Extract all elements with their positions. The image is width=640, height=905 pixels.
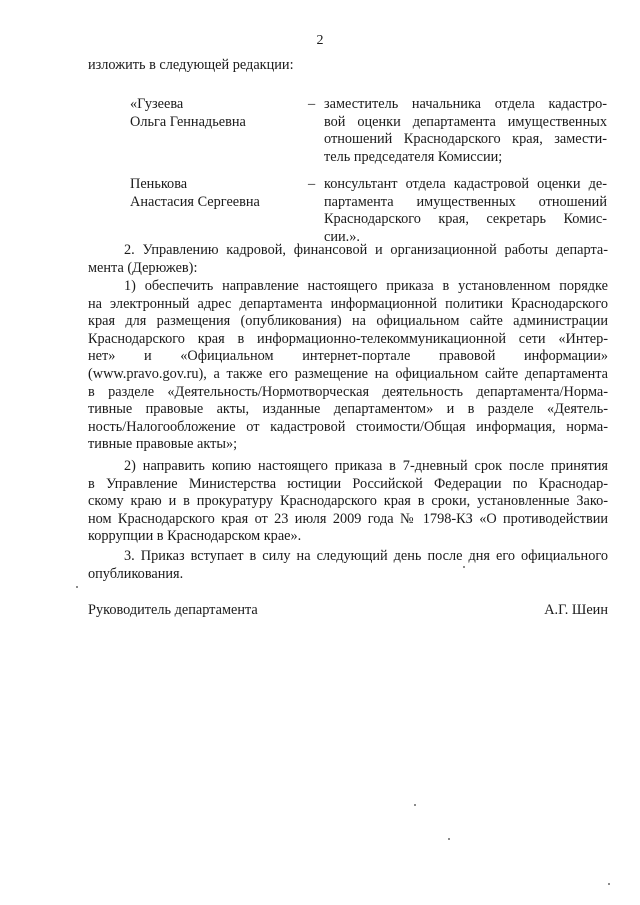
signature-name: А.Г. Шеин (544, 602, 608, 618)
member-role-line: консультант отдела кадастровой оценки де- (324, 176, 607, 192)
paragraph-line: скому краю и в прокуратуру Краснодарского края в сроки, установленные Зако- (88, 493, 608, 510)
member-role-guzeeva (324, 96, 607, 166)
scan-speck (76, 586, 78, 588)
paragraph-line: 2) направить копию настоящего приказа в 7-дневный срок после принятия (124, 458, 608, 474)
paragraph-line: в разделе «Деятельность/Нормотворческая деятельность департамента/Норма- (88, 383, 608, 400)
member-role-line: сии.». (324, 228, 360, 245)
member-role-line: тель председателя Комиссии; (324, 148, 503, 165)
member-name-line: «Гузеева (130, 96, 184, 112)
item-3-paragraph (88, 548, 608, 583)
member-name-line: Анастасия Сергеевна (130, 193, 260, 210)
member-dash: – (308, 176, 316, 192)
member-role-line: отношений Краснодарского края, замести- (324, 131, 607, 148)
member-role-penkova (324, 176, 607, 246)
intro-line: изложить в следующей редакции: (88, 57, 294, 73)
paragraph-line: тивные правовые акты»; (88, 436, 238, 453)
member-name-line: Пенькова (130, 176, 188, 192)
member-role-line: Краснодарского края, секретарь Комис- (324, 211, 607, 228)
member-role-line: партамента имущественных отношений (324, 193, 607, 210)
paragraph-line: на электронный адрес департамента информационной политики Краснодарского (88, 295, 608, 312)
item-2-1-paragraph (88, 278, 608, 454)
member-dash: – (308, 96, 316, 112)
paragraph-line: края для размещения (опубликования) на официальном сайте администрации (88, 313, 608, 330)
paragraph-line: нет» и «Официальном интернет-портале правовой информации» (88, 348, 608, 365)
member-name-guzeeva (130, 96, 310, 131)
paragraph-line: мента (Дерюжев): (88, 259, 198, 276)
paragraph-line: опубликования. (88, 565, 184, 582)
signature-title: Руководитель департамента (88, 602, 258, 618)
paragraph-line: ность/Налогообложение от кадастровой стоимости/Общая информация, норма- (88, 418, 608, 435)
paragraph-line: ном Краснодарского края от 23 июля 2009 года № 1798-КЗ «О противодействии (88, 510, 608, 527)
page-number: 2 (316, 33, 324, 48)
member-role-line: заместитель начальника отдела кадастро- (324, 96, 607, 112)
scan-speck (463, 566, 465, 568)
paragraph-line: Краснодарского края в информационно-телекоммуникационной сети «Интер- (88, 330, 608, 347)
item-2-paragraph (88, 242, 608, 277)
paragraph-line: 3. Приказ вступает в силу на следующий день после дня его официального (124, 548, 608, 564)
scan-speck (414, 804, 416, 806)
paragraph-line: коррупции в Краснодарском крае». (88, 528, 302, 545)
member-role-line: вой оценки департамента имущественных (324, 113, 607, 130)
member-name-line: Ольга Геннадьевна (130, 113, 246, 130)
paragraph-line: 1) обеспечить направление настоящего приказа в установленном порядке (124, 278, 608, 294)
scan-speck (448, 838, 450, 840)
paragraph-line: тивные правовые акты, изданные департаментом» и в разделе «Деятель- (88, 401, 608, 418)
item-2-2-paragraph (88, 458, 608, 546)
paragraph-line: 2. Управлению кадровой, финансовой и организационной работы департа- (124, 242, 608, 258)
paragraph-line: в Управление Министерства юстиции Российской Федерации по Краснодар- (88, 475, 608, 492)
scan-speck (608, 883, 610, 885)
paragraph-line: (www.pravo.gov.ru), а также его размещение на официальном сайте департамента (88, 365, 608, 382)
member-name-penkova (130, 176, 310, 211)
